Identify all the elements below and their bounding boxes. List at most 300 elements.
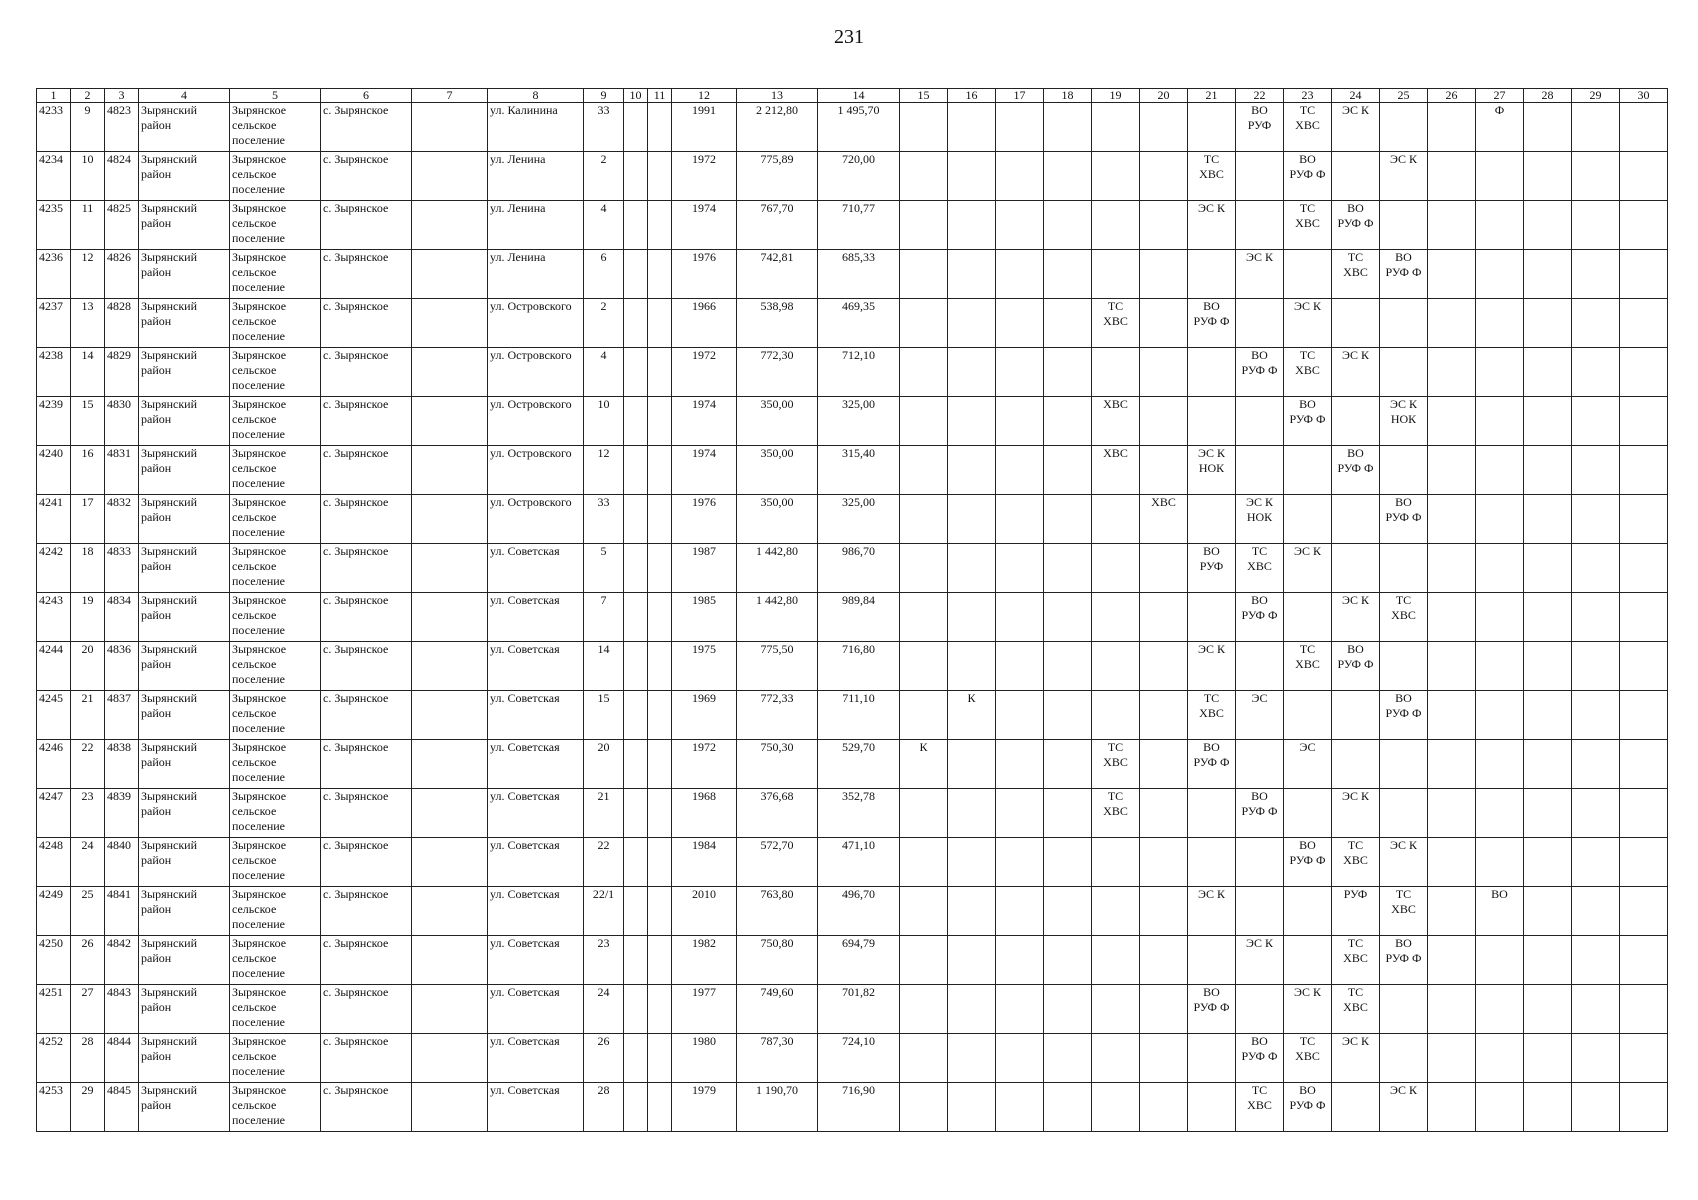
cell-col-22	[1236, 887, 1284, 936]
cell-col-24: ЭС К	[1332, 103, 1380, 152]
cell-col-26	[1428, 152, 1476, 201]
cell-col-26	[1428, 1083, 1476, 1132]
column-header-20: 20	[1140, 89, 1188, 103]
cell-col-11	[648, 1083, 672, 1132]
cell-col-12: 1974	[672, 446, 737, 495]
cell-col-23	[1284, 936, 1332, 985]
cell-col-6: с. Зырянское	[321, 593, 412, 642]
cell-col-1: 4239	[37, 397, 71, 446]
cell-col-13: 1 442,80	[737, 544, 818, 593]
cell-col-18	[1044, 495, 1092, 544]
cell-col-8: ул. Советская	[488, 1034, 584, 1083]
cell-col-25: ВО РУФ Ф	[1380, 250, 1428, 299]
cell-col-13: 2 212,80	[737, 103, 818, 152]
cell-col-16	[948, 642, 996, 691]
cell-col-14: 352,78	[818, 789, 900, 838]
cell-col-16	[948, 985, 996, 1034]
cell-col-14: 694,79	[818, 936, 900, 985]
cell-col-22	[1236, 201, 1284, 250]
cell-col-26	[1428, 201, 1476, 250]
cell-col-26	[1428, 250, 1476, 299]
cell-col-30	[1620, 642, 1668, 691]
cell-col-20	[1140, 299, 1188, 348]
cell-col-12: 1982	[672, 936, 737, 985]
cell-col-30	[1620, 887, 1668, 936]
cell-col-27	[1476, 740, 1524, 789]
cell-col-6: с. Зырянское	[321, 838, 412, 887]
table-row	[37, 887, 1668, 936]
cell-col-1: 4242	[37, 544, 71, 593]
cell-col-17	[996, 397, 1044, 446]
cell-col-24: ТС ХВС	[1332, 250, 1380, 299]
cell-col-27	[1476, 201, 1524, 250]
cell-col-18	[1044, 1034, 1092, 1083]
table-row	[37, 103, 1668, 152]
cell-col-5: Зырянское сельское поселение	[230, 544, 321, 593]
cell-col-11	[648, 740, 672, 789]
cell-col-16: К	[948, 691, 996, 740]
cell-col-8: ул. Советская	[488, 642, 584, 691]
cell-col-24	[1332, 1083, 1380, 1132]
cell-col-2: 22	[71, 740, 105, 789]
cell-col-15	[900, 642, 948, 691]
cell-col-29	[1572, 985, 1620, 1034]
cell-col-8: ул. Советская	[488, 838, 584, 887]
cell-col-19	[1092, 887, 1140, 936]
cell-col-20	[1140, 250, 1188, 299]
cell-col-5: Зырянское сельское поселение	[230, 495, 321, 544]
cell-col-28	[1524, 397, 1572, 446]
cell-col-10	[624, 985, 648, 1034]
cell-col-2: 17	[71, 495, 105, 544]
cell-col-15	[900, 789, 948, 838]
cell-col-6: с. Зырянское	[321, 691, 412, 740]
cell-col-4: Зырянский район	[139, 250, 230, 299]
cell-col-7	[412, 544, 488, 593]
cell-col-26	[1428, 642, 1476, 691]
cell-col-19	[1092, 985, 1140, 1034]
cell-col-21: ТС ХВС	[1188, 691, 1236, 740]
cell-col-13: 750,80	[737, 936, 818, 985]
table-body	[37, 103, 1668, 1132]
cell-col-18	[1044, 152, 1092, 201]
cell-col-29	[1572, 936, 1620, 985]
cell-col-26	[1428, 838, 1476, 887]
column-header-2: 2	[71, 89, 105, 103]
cell-col-18	[1044, 789, 1092, 838]
cell-col-9: 28	[584, 1083, 624, 1132]
cell-col-21	[1188, 593, 1236, 642]
column-header-16: 16	[948, 89, 996, 103]
cell-col-28	[1524, 936, 1572, 985]
cell-col-18	[1044, 201, 1092, 250]
cell-col-30	[1620, 838, 1668, 887]
cell-col-29	[1572, 789, 1620, 838]
table-row	[37, 201, 1668, 250]
cell-col-22: ЭС К НОК	[1236, 495, 1284, 544]
cell-col-1: 4251	[37, 985, 71, 1034]
cell-col-3: 4830	[105, 397, 139, 446]
table-row	[37, 1034, 1668, 1083]
cell-col-21	[1188, 103, 1236, 152]
column-header-17: 17	[996, 89, 1044, 103]
cell-col-20	[1140, 642, 1188, 691]
cell-col-30	[1620, 691, 1668, 740]
cell-col-8: ул. Калинина	[488, 103, 584, 152]
cell-col-19	[1092, 250, 1140, 299]
cell-col-21: ЭС К	[1188, 642, 1236, 691]
cell-col-23	[1284, 593, 1332, 642]
cell-col-25: ТС ХВС	[1380, 887, 1428, 936]
cell-col-1: 4246	[37, 740, 71, 789]
cell-col-23: ВО РУФ Ф	[1284, 838, 1332, 887]
cell-col-8: ул. Островского	[488, 348, 584, 397]
cell-col-7	[412, 201, 488, 250]
cell-col-25: ЭС К	[1380, 838, 1428, 887]
cell-col-27	[1476, 250, 1524, 299]
cell-col-27	[1476, 152, 1524, 201]
cell-col-25	[1380, 201, 1428, 250]
cell-col-2: 26	[71, 936, 105, 985]
cell-col-7	[412, 1083, 488, 1132]
column-header-25: 25	[1380, 89, 1428, 103]
cell-col-16	[948, 740, 996, 789]
cell-col-12: 1976	[672, 250, 737, 299]
cell-col-14: 711,10	[818, 691, 900, 740]
cell-col-19	[1092, 544, 1140, 593]
column-header-26: 26	[1428, 89, 1476, 103]
cell-col-15: К	[900, 740, 948, 789]
cell-col-19: ТС ХВС	[1092, 789, 1140, 838]
cell-col-25: ЭС К	[1380, 1083, 1428, 1132]
table-row	[37, 642, 1668, 691]
cell-col-2: 24	[71, 838, 105, 887]
cell-col-26	[1428, 985, 1476, 1034]
cell-col-7	[412, 887, 488, 936]
cell-col-22: ВО РУФ	[1236, 103, 1284, 152]
cell-col-19	[1092, 1083, 1140, 1132]
cell-col-7	[412, 740, 488, 789]
cell-col-22: ЭС К	[1236, 936, 1284, 985]
cell-col-29	[1572, 495, 1620, 544]
cell-col-13: 763,80	[737, 887, 818, 936]
cell-col-22	[1236, 838, 1284, 887]
cell-col-29	[1572, 593, 1620, 642]
cell-col-13: 775,89	[737, 152, 818, 201]
cell-col-14: 710,77	[818, 201, 900, 250]
cell-col-17	[996, 789, 1044, 838]
cell-col-24	[1332, 740, 1380, 789]
cell-col-18	[1044, 936, 1092, 985]
cell-col-4: Зырянский район	[139, 985, 230, 1034]
cell-col-24	[1332, 691, 1380, 740]
cell-col-5: Зырянское сельское поселение	[230, 201, 321, 250]
cell-col-10	[624, 1083, 648, 1132]
cell-col-2: 23	[71, 789, 105, 838]
cell-col-2: 10	[71, 152, 105, 201]
cell-col-17	[996, 446, 1044, 495]
cell-col-27	[1476, 691, 1524, 740]
cell-col-5: Зырянское сельское поселение	[230, 936, 321, 985]
cell-col-18	[1044, 740, 1092, 789]
cell-col-10	[624, 642, 648, 691]
cell-col-30	[1620, 1034, 1668, 1083]
cell-col-7	[412, 495, 488, 544]
cell-col-6: с. Зырянское	[321, 1034, 412, 1083]
cell-col-1: 4235	[37, 201, 71, 250]
cell-col-7	[412, 936, 488, 985]
cell-col-4: Зырянский район	[139, 642, 230, 691]
table-row	[37, 348, 1668, 397]
cell-col-12: 1972	[672, 348, 737, 397]
cell-col-23: ЭС	[1284, 740, 1332, 789]
cell-col-12: 1972	[672, 740, 737, 789]
cell-col-3: 4829	[105, 348, 139, 397]
cell-col-13: 742,81	[737, 250, 818, 299]
cell-col-6: с. Зырянское	[321, 887, 412, 936]
cell-col-17	[996, 103, 1044, 152]
cell-col-1: 4234	[37, 152, 71, 201]
cell-col-15	[900, 299, 948, 348]
cell-col-25	[1380, 348, 1428, 397]
cell-col-4: Зырянский район	[139, 691, 230, 740]
cell-col-26	[1428, 446, 1476, 495]
cell-col-28	[1524, 1083, 1572, 1132]
cell-col-10	[624, 936, 648, 985]
cell-col-2: 14	[71, 348, 105, 397]
cell-col-24: РУФ	[1332, 887, 1380, 936]
cell-col-10	[624, 740, 648, 789]
cell-col-12: 1980	[672, 1034, 737, 1083]
cell-col-25	[1380, 642, 1428, 691]
cell-col-25	[1380, 446, 1428, 495]
column-header-28: 28	[1524, 89, 1572, 103]
cell-col-15	[900, 544, 948, 593]
cell-col-12: 1969	[672, 691, 737, 740]
cell-col-14: 325,00	[818, 397, 900, 446]
cell-col-15	[900, 1083, 948, 1132]
cell-col-4: Зырянский район	[139, 593, 230, 642]
cell-col-26	[1428, 593, 1476, 642]
cell-col-19: ТС ХВС	[1092, 740, 1140, 789]
cell-col-24: ВО РУФ Ф	[1332, 446, 1380, 495]
cell-col-30	[1620, 152, 1668, 201]
cell-col-15	[900, 838, 948, 887]
column-header-9: 9	[584, 89, 624, 103]
cell-col-5: Зырянское сельское поселение	[230, 985, 321, 1034]
cell-col-22	[1236, 152, 1284, 201]
cell-col-26	[1428, 887, 1476, 936]
table-row	[37, 299, 1668, 348]
cell-col-25	[1380, 299, 1428, 348]
cell-col-13: 787,30	[737, 1034, 818, 1083]
cell-col-25	[1380, 544, 1428, 593]
cell-col-11	[648, 544, 672, 593]
cell-col-3: 4839	[105, 789, 139, 838]
cell-col-10	[624, 593, 648, 642]
cell-col-9: 6	[584, 250, 624, 299]
cell-col-16	[948, 838, 996, 887]
cell-col-28	[1524, 201, 1572, 250]
cell-col-13: 749,60	[737, 985, 818, 1034]
cell-col-3: 4826	[105, 250, 139, 299]
cell-col-28	[1524, 1034, 1572, 1083]
cell-col-7	[412, 838, 488, 887]
cell-col-7	[412, 691, 488, 740]
table-row	[37, 691, 1668, 740]
cell-col-1: 4244	[37, 642, 71, 691]
cell-col-4: Зырянский район	[139, 348, 230, 397]
column-header-23: 23	[1284, 89, 1332, 103]
cell-col-11	[648, 397, 672, 446]
cell-col-16	[948, 446, 996, 495]
cell-col-25	[1380, 740, 1428, 789]
table-row	[37, 446, 1668, 495]
column-header-5: 5	[230, 89, 321, 103]
cell-col-14: 685,33	[818, 250, 900, 299]
cell-col-26	[1428, 299, 1476, 348]
cell-col-19	[1092, 152, 1140, 201]
cell-col-22	[1236, 985, 1284, 1034]
cell-col-17	[996, 1034, 1044, 1083]
column-header-15: 15	[900, 89, 948, 103]
column-header-22: 22	[1236, 89, 1284, 103]
column-header-29: 29	[1572, 89, 1620, 103]
cell-col-2: 21	[71, 691, 105, 740]
cell-col-26	[1428, 495, 1476, 544]
cell-col-19	[1092, 593, 1140, 642]
cell-col-9: 4	[584, 201, 624, 250]
cell-col-1: 4240	[37, 446, 71, 495]
cell-col-6: с. Зырянское	[321, 348, 412, 397]
cell-col-5: Зырянское сельское поселение	[230, 642, 321, 691]
cell-col-28	[1524, 838, 1572, 887]
cell-col-28	[1524, 152, 1572, 201]
cell-col-7	[412, 446, 488, 495]
cell-col-5: Зырянское сельское поселение	[230, 446, 321, 495]
cell-col-28	[1524, 250, 1572, 299]
cell-col-19	[1092, 691, 1140, 740]
cell-col-9: 26	[584, 1034, 624, 1083]
cell-col-29	[1572, 642, 1620, 691]
cell-col-7	[412, 152, 488, 201]
cell-col-19: ТС ХВС	[1092, 299, 1140, 348]
cell-col-23	[1284, 789, 1332, 838]
cell-col-13: 772,30	[737, 348, 818, 397]
cell-col-18	[1044, 985, 1092, 1034]
cell-col-17	[996, 495, 1044, 544]
cell-col-3: 4845	[105, 1083, 139, 1132]
table-row	[37, 838, 1668, 887]
cell-col-29	[1572, 250, 1620, 299]
cell-col-3: 4831	[105, 446, 139, 495]
cell-col-4: Зырянский район	[139, 1034, 230, 1083]
cell-col-8: ул. Советская	[488, 887, 584, 936]
cell-col-19	[1092, 1034, 1140, 1083]
cell-col-11	[648, 1034, 672, 1083]
cell-col-9: 5	[584, 544, 624, 593]
cell-col-15	[900, 495, 948, 544]
cell-col-22	[1236, 397, 1284, 446]
cell-col-3: 4828	[105, 299, 139, 348]
cell-col-13: 750,30	[737, 740, 818, 789]
cell-col-12: 1974	[672, 397, 737, 446]
cell-col-2: 16	[71, 446, 105, 495]
cell-col-28	[1524, 348, 1572, 397]
cell-col-2: 28	[71, 1034, 105, 1083]
cell-col-29	[1572, 103, 1620, 152]
cell-col-30	[1620, 299, 1668, 348]
cell-col-24: ТС ХВС	[1332, 838, 1380, 887]
cell-col-5: Зырянское сельское поселение	[230, 838, 321, 887]
cell-col-4: Зырянский район	[139, 740, 230, 789]
cell-col-3: 4843	[105, 985, 139, 1034]
cell-col-3: 4832	[105, 495, 139, 544]
cell-col-12: 1972	[672, 152, 737, 201]
cell-col-8: ул. Советская	[488, 544, 584, 593]
cell-col-23	[1284, 691, 1332, 740]
cell-col-20	[1140, 887, 1188, 936]
cell-col-29	[1572, 1083, 1620, 1132]
cell-col-30	[1620, 250, 1668, 299]
cell-col-7	[412, 397, 488, 446]
cell-col-19: ХВС	[1092, 397, 1140, 446]
cell-col-3: 4825	[105, 201, 139, 250]
cell-col-8: ул. Ленина	[488, 152, 584, 201]
cell-col-10	[624, 397, 648, 446]
cell-col-16	[948, 103, 996, 152]
cell-col-12: 1968	[672, 789, 737, 838]
cell-col-17	[996, 985, 1044, 1034]
cell-col-11	[648, 348, 672, 397]
cell-col-4: Зырянский район	[139, 152, 230, 201]
cell-col-6: с. Зырянское	[321, 1083, 412, 1132]
cell-col-25: ЭС К	[1380, 152, 1428, 201]
register-table	[36, 88, 1668, 1132]
cell-col-15	[900, 250, 948, 299]
cell-col-17	[996, 642, 1044, 691]
cell-col-1: 4245	[37, 691, 71, 740]
cell-col-13: 772,33	[737, 691, 818, 740]
column-header-10: 10	[624, 89, 648, 103]
cell-col-7	[412, 985, 488, 1034]
cell-col-17	[996, 838, 1044, 887]
cell-col-17	[996, 936, 1044, 985]
cell-col-5: Зырянское сельское поселение	[230, 397, 321, 446]
cell-col-19	[1092, 838, 1140, 887]
column-header-30: 30	[1620, 89, 1668, 103]
cell-col-8: ул. Островского	[488, 397, 584, 446]
cell-col-3: 4834	[105, 593, 139, 642]
cell-col-13: 775,50	[737, 642, 818, 691]
cell-col-16	[948, 201, 996, 250]
cell-col-4: Зырянский район	[139, 103, 230, 152]
cell-col-10	[624, 152, 648, 201]
cell-col-11	[648, 642, 672, 691]
column-header-21: 21	[1188, 89, 1236, 103]
cell-col-2: 18	[71, 544, 105, 593]
cell-col-12: 1979	[672, 1083, 737, 1132]
cell-col-29	[1572, 544, 1620, 593]
table-row	[37, 593, 1668, 642]
cell-col-12: 1975	[672, 642, 737, 691]
cell-col-12: 1984	[672, 838, 737, 887]
cell-col-2: 29	[71, 1083, 105, 1132]
cell-col-11	[648, 838, 672, 887]
cell-col-30	[1620, 740, 1668, 789]
cell-col-22: ВО РУФ Ф	[1236, 348, 1284, 397]
cell-col-28	[1524, 544, 1572, 593]
